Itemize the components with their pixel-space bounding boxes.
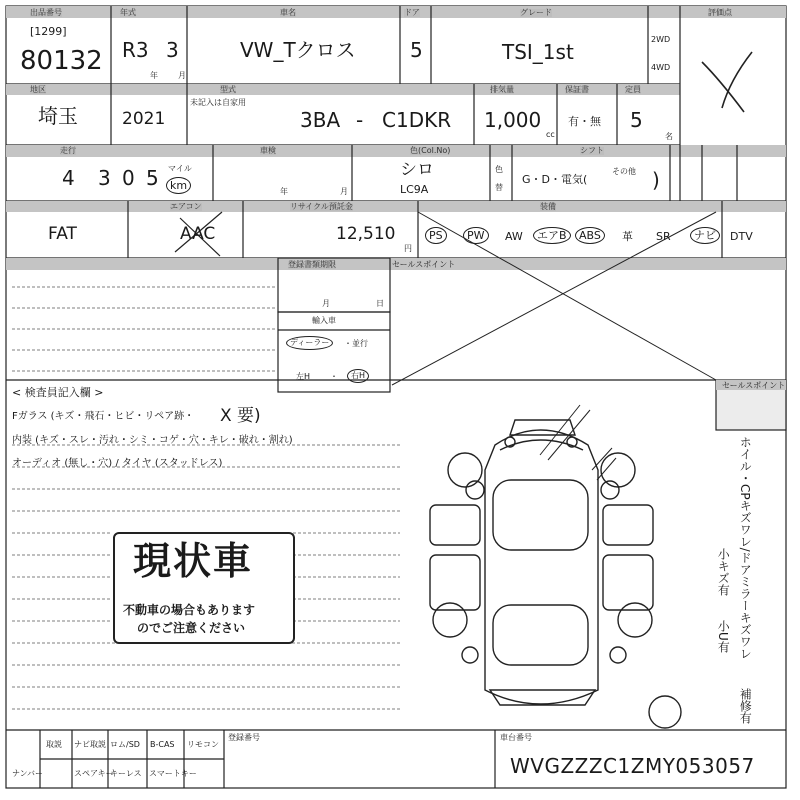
stamp-title: 現状車	[133, 539, 254, 583]
mileage-header: 走行	[60, 146, 76, 155]
model-code: C1DKR	[382, 108, 452, 132]
shift-other: その他	[612, 167, 636, 176]
displacement: 1,000	[484, 108, 542, 132]
handle-right: 右H	[347, 369, 369, 383]
equip-navi: ナビ	[690, 227, 720, 244]
reg-deadline-day: 日	[376, 299, 384, 308]
equip-leather: 革	[622, 230, 633, 243]
equip-dtv: DTV	[730, 230, 753, 243]
inspector-line-glass: Fガラス (キズ・飛石・ヒビ・リペア跡・	[12, 411, 195, 422]
model-dash: -	[356, 108, 364, 132]
inspector-line-audio: オーディオ (無し・穴) / タイヤ (スタッドレス)	[12, 458, 223, 469]
reg-year: 2021	[122, 109, 166, 129]
handle-dot: ・	[330, 372, 338, 381]
lot-header: 出品番号	[30, 8, 62, 17]
drive-4wd: 4WD	[651, 63, 671, 72]
grade-header: グレード	[520, 8, 552, 17]
glass-mark: X 要)	[220, 406, 261, 426]
recycle-amount: 12,510	[336, 224, 396, 244]
warranty-header: 保証書	[565, 85, 589, 94]
color-change-a: 色	[495, 165, 503, 174]
capacity-header: 定員	[625, 85, 641, 94]
reg-deadline-month: 月	[322, 299, 330, 308]
side-note-2: 小キズ有	[716, 548, 731, 596]
month-suffix: 月	[178, 71, 186, 80]
handle-left: 左H	[296, 372, 311, 381]
color-change-b: 替	[495, 183, 503, 192]
side-note-4: 補修有	[738, 688, 753, 724]
model-prefix: 3BA	[300, 108, 341, 132]
equip-ps: PS	[425, 227, 447, 244]
color: シロ	[400, 160, 434, 180]
lot-small: [1299]	[30, 25, 67, 38]
mileage-unit-km: km	[166, 177, 191, 194]
equipment-header: 装備	[540, 202, 556, 211]
reg-deadline-label: 登録書類期限	[288, 260, 336, 269]
car-diagram	[430, 405, 681, 728]
color-code: LC9A	[400, 183, 429, 196]
shift-type: FAT	[48, 224, 77, 244]
frame-number: WVGZZZC1ZMY053057	[510, 754, 755, 778]
region: 埼玉	[38, 104, 78, 128]
shift-header: シフト	[580, 146, 604, 155]
shift-close: )	[652, 168, 660, 192]
equip-sr: SR	[656, 230, 671, 243]
side-note-1: ホイル・CPキズワレ/ドアミラーキズワレ	[738, 436, 753, 660]
equip-aw: AW	[505, 230, 523, 243]
inspector-line-interior: 内装 (キズ・スレ・汚れ・シミ・コゲ・穴・キレ・破れ・割れ)	[12, 435, 293, 446]
doors: 5	[410, 38, 423, 62]
displacement-header: 排気量	[490, 85, 514, 94]
year-suffix: 年	[150, 71, 158, 80]
capacity-unit: 名	[665, 132, 673, 141]
aircon: AAC	[180, 224, 216, 244]
equip-pw: PW	[463, 227, 489, 244]
capacity: 5	[630, 108, 643, 132]
top-right-label: セールスポイント	[722, 381, 786, 390]
equip-abs: ABS	[575, 227, 605, 244]
cc-unit: cc	[546, 130, 555, 139]
era: R3	[122, 38, 149, 62]
sales-point-label: セールスポイント	[392, 260, 456, 269]
warranty: 有・無	[568, 115, 601, 128]
doors-header: ドア	[404, 8, 420, 17]
color-header: 色(Col.No)	[410, 146, 451, 155]
recycle-unit: 円	[404, 244, 412, 253]
inspection-year: 年	[280, 187, 288, 196]
drive-2wd: 2WD	[651, 35, 671, 44]
stamp-line1: 不動車の場合もあります	[123, 603, 256, 617]
side-note-3: 小U有	[716, 620, 731, 653]
lot-number: 80132	[20, 46, 103, 76]
year-header: 年式	[120, 8, 136, 17]
as-is-stamp	[113, 532, 295, 644]
import-label: 輸入車	[312, 316, 336, 325]
stamp-line2: のでご注意ください	[137, 621, 246, 635]
car-name-header: 車名	[280, 8, 296, 17]
reg-no-label: 登録番号	[228, 733, 260, 742]
evaluation-header: 評価点	[708, 8, 732, 17]
recycle-header: リサイクル預託金	[290, 202, 353, 211]
inspection-header: 車検	[260, 146, 276, 155]
import-parallel: ・並行	[344, 339, 368, 348]
frame-no-label: 車台番号	[500, 733, 532, 742]
model-header: 型式	[220, 85, 236, 94]
inspector-header: < 検査員記入欄 >	[12, 386, 104, 399]
car-name: VW_Tクロス	[240, 38, 356, 62]
reg-note: 未記入は自家用	[190, 98, 246, 107]
aircon-header: エアコン	[170, 202, 202, 211]
shift-options: G・D・電気(	[522, 173, 588, 186]
equip-airbag: エアB	[533, 227, 571, 244]
inspection-month: 月	[340, 187, 348, 196]
year-month: 3	[166, 38, 179, 62]
import-dealer: ディーラー	[286, 336, 333, 350]
mileage-unit-mile: マイル	[168, 164, 192, 173]
region-header: 地区	[30, 85, 46, 94]
grade: TSI_1st	[502, 40, 574, 64]
